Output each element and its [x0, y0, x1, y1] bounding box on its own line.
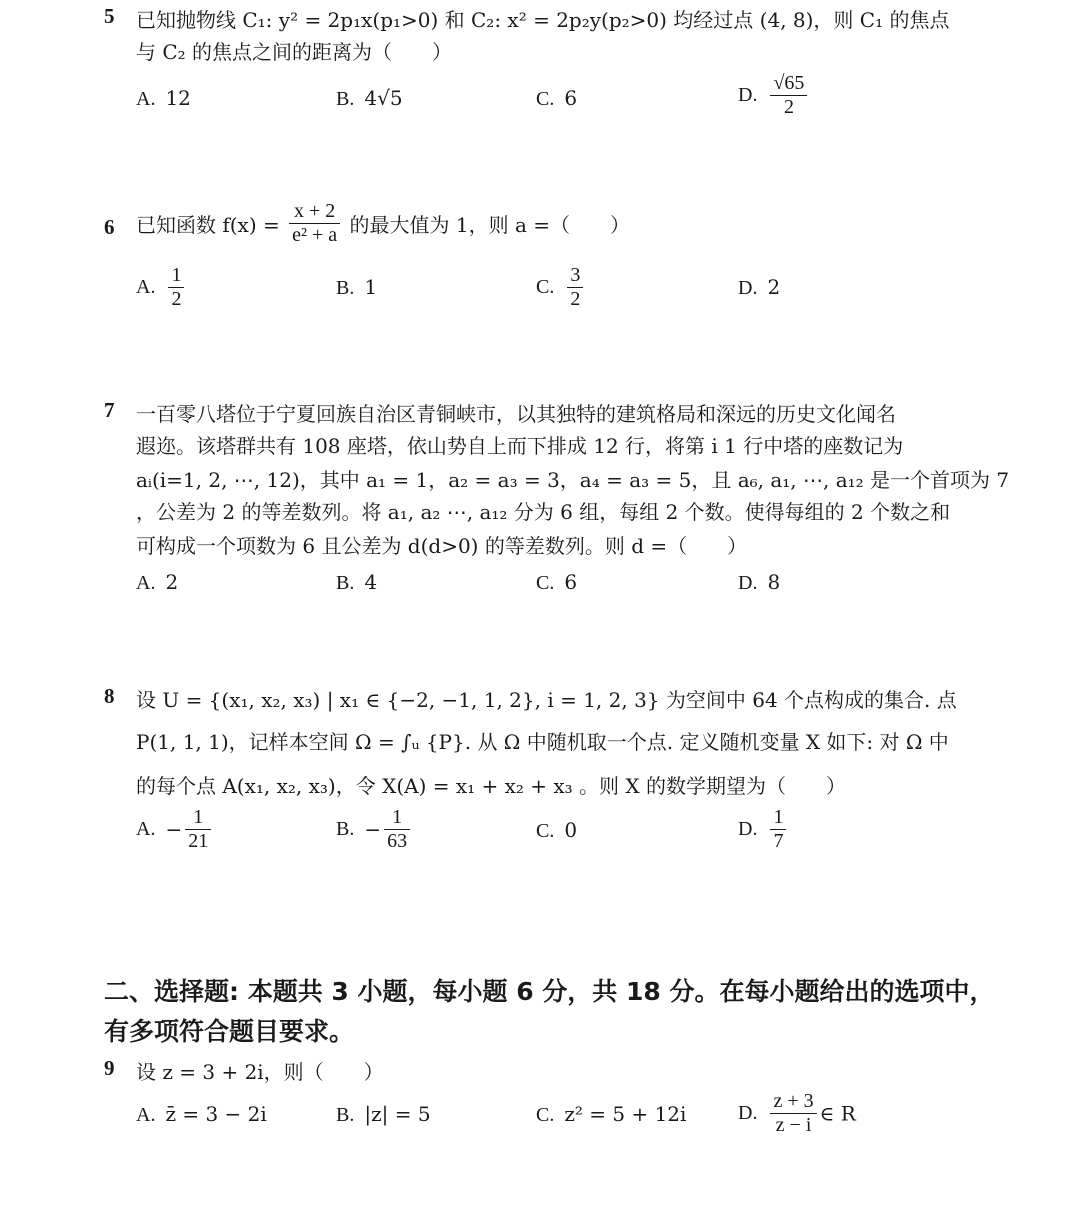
question-text: 已知抛物线 C₁: y² = 2p₁x(p₁>0) 和 C₂: x² = 2p₂y(p₂>0) 均经过点 (4, 8)，则 C₁ 的焦点	[136, 8, 950, 32]
option-c: C. 6	[536, 86, 578, 110]
option-c: C. $\frac{3}{2}$	[536, 264, 586, 311]
question-text: 设 z = 3 + 2i，则（ ）	[136, 1060, 384, 1084]
option-d: D. $\frac{√65}{2}$	[738, 72, 810, 119]
question-number: 9	[104, 1056, 115, 1080]
option-a: A. z̄ = 3 − 2i	[136, 1102, 267, 1126]
option-d: D. $\frac{1}{7}$	[738, 806, 789, 853]
fraction: $\frac{√65}{2}$	[770, 72, 807, 119]
question-text: 遐迩。该塔群共有 108 座塔，依山势自上而下排成 12 行，将第 i 1 行中塔的座数记为	[136, 434, 904, 458]
question-text: P(1, 1, 1)，记样本空间 Ω = ∫ᵤ {P}. 从 Ω 中随机取一个点. 定义随机变量 X 如下: 对 Ω 中	[136, 730, 949, 754]
question-text: 设 U = {(x₁, x₂, x₃) | x₁ ∈ {−2, −1, 1, 2}, i = 1, 2, 3} 为空间中 64 个点构成的集合. 点	[136, 688, 957, 712]
question-number: 8	[104, 684, 115, 708]
option-c: C. 6	[536, 570, 578, 594]
option-a: A. 2	[136, 570, 179, 594]
question-text: 的每个点 A(x₁, x₂, x₃)，令 X(A) = x₁ + x₂ + x₃ 。则 X 的数学期望为（ ）	[136, 774, 846, 798]
question-text: 与 C₂ 的焦点之间的距离为（ ）	[136, 40, 453, 64]
option-a: A. − $\frac{1}{21}$	[136, 806, 214, 853]
question-number: 5	[104, 4, 115, 28]
option-b: B. − $\frac{1}{63}$	[336, 806, 413, 853]
fraction: $\frac{x + 2}{\text{e² + a}}$	[289, 200, 340, 247]
question-text: 一百零八塔位于宁夏回族自治区青铜峡市，以其独特的建筑格局和深远的历史文化闻名	[136, 402, 896, 426]
question-text: ，公差为 2 的等差数列。将 a₁, a₂ ⋯, a₁₂ 分为 6 组，每组 2 个数。使得每组的 2 个数之和	[136, 500, 951, 524]
option-d: D. $\frac{z + 3}{z - i}$ ∈ R	[738, 1090, 856, 1136]
option-a: A. 12	[136, 86, 191, 110]
option-c: C. 0	[536, 818, 578, 842]
option-b: B. 1	[336, 275, 378, 299]
option-b: B. 4	[336, 570, 378, 594]
section-heading: 二、选择题: 本题共 3 小题，每小题 6 分，共 18 分。在每小题给出的选项中，	[104, 977, 995, 1006]
question-text: 可构成一个项数为 6 且公差为 d(d>0) 的等差数列。则 d =（ ）	[136, 534, 748, 558]
option-a: A. $\frac{1}{2}$	[136, 264, 187, 311]
question-text: 已知函数 f(x) = $\frac{x + 2}{\text{e² + a}}$ 的最大值为 1，则 a =（ ）	[136, 200, 630, 246]
option-c: C. z² = 5 + 12i	[536, 1102, 687, 1126]
option-b: B. |z| = 5	[336, 1102, 431, 1126]
section-heading: 有多项符合题目要求。	[104, 1017, 355, 1046]
option-b: B. 4√5	[336, 86, 403, 110]
question-number: 6	[104, 215, 115, 239]
question-text: aᵢ(i=1, 2, ⋯, 12)，其中 a₁ = 1，a₂ = a₃ = 3，a₄ = a₃ = 5，且 a₆, a₁, ⋯, a₁₂ 是一个首项为 7	[136, 468, 1010, 492]
option-d: D. 2	[738, 275, 781, 299]
question-number: 7	[104, 398, 115, 422]
option-d: D. 8	[738, 570, 781, 594]
